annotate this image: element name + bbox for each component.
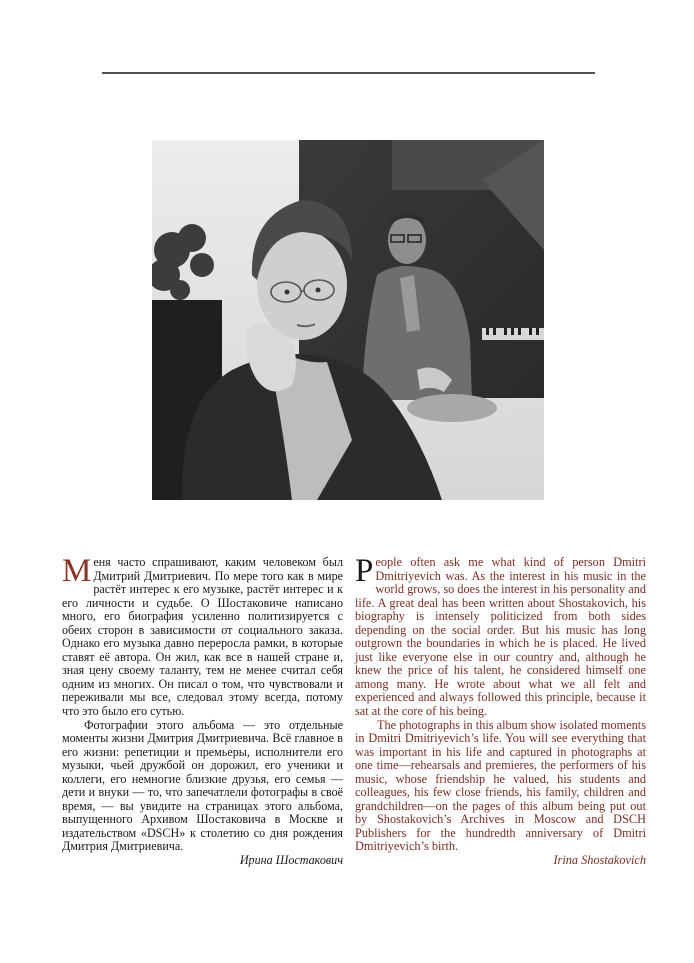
english-signature: Irina Shostakovich [553, 853, 646, 868]
russian-signature: Ирина Шостакович [239, 853, 343, 868]
english-text-column [355, 553, 646, 868]
english-paragraph-1-text: eople often ask me what kind of person Dmitri Dmitriyevich was. As the interest in his music in the world grows, so does the interest in his personality and life. A great deal has been written about Shostakovich, his biography is intensely politicized from both sides depending on the social order. But his music has long outgrown the boundaries in which he is placed. He lived just like everyone else in our country and, although he knew the price of his talent, he considered himself one among many. He wrote about what we all felt and experienced and always followed this principle, because it sat at the core of his being. [355, 555, 646, 719]
photo-illustration [152, 140, 544, 500]
russian-paragraph-1-text: еня часто спрашивают, каким человеком был Дмитрий Дмитриевич. По мере того как в мире растёт интерес к его музыке, растёт интерес и к его личности и судьбе. О Шостаковиче написано много, его биография усиленно политизируется с обеих сторон в зависимости от социального заказа. Однако его музыка давно переросла рамки, в которые ставят её автора. Он жил, как все в нашей стране и, зная цену своему таланту, тем не менее считал себя одним из многих. Он писал о том, что чувствовали и переживали мы все, следовал этому всегда, потому что это было его сутью. [62, 555, 343, 719]
russian-paragraph-2: Фотографии этого альбома — это отдельные моменты жизни Дмитрия Дмитриевича. Всё главное в его жизни: репетиции и премьеры, исполнители его музыки, чьей дружбой он дорожил, его ученики и коллеги, его немногие близкие друзья, его семья — дети и внуки — то, что запечатлели фотографы в своё время, — вы увидите на страницах этого альбома, выпущенного Архивом Шостаковича в Москве и издательством «DSCH» к столетию со дня рождения Дмитрия Дмитриевича. [62, 717, 343, 854]
russian-dropcap: М [62, 553, 92, 589]
english-paragraph-2: The photographs in this album show isolated moments in Dmitri Dmitriyevich’s life. You will see everything that was important in his life and captured in photographs at one time—rehearsals and premieres, the performers of his music, whose friendship he valued, his students and colleagues, his few close friends, his family, children and grandchildren—on the pages of this album being put out by Shostakovich’s Archives in Moscow and DSCH Publishers for the hundredth anniversary of Dmitri Dmitriyevich’s birth. [355, 717, 646, 854]
english-paragraph-1 [355, 553, 646, 719]
portrait-photo [152, 140, 544, 500]
russian-paragraph-1 [62, 553, 343, 719]
top-rule [102, 72, 595, 74]
russian-text-column [62, 553, 343, 868]
english-dropcap: P [355, 553, 374, 589]
